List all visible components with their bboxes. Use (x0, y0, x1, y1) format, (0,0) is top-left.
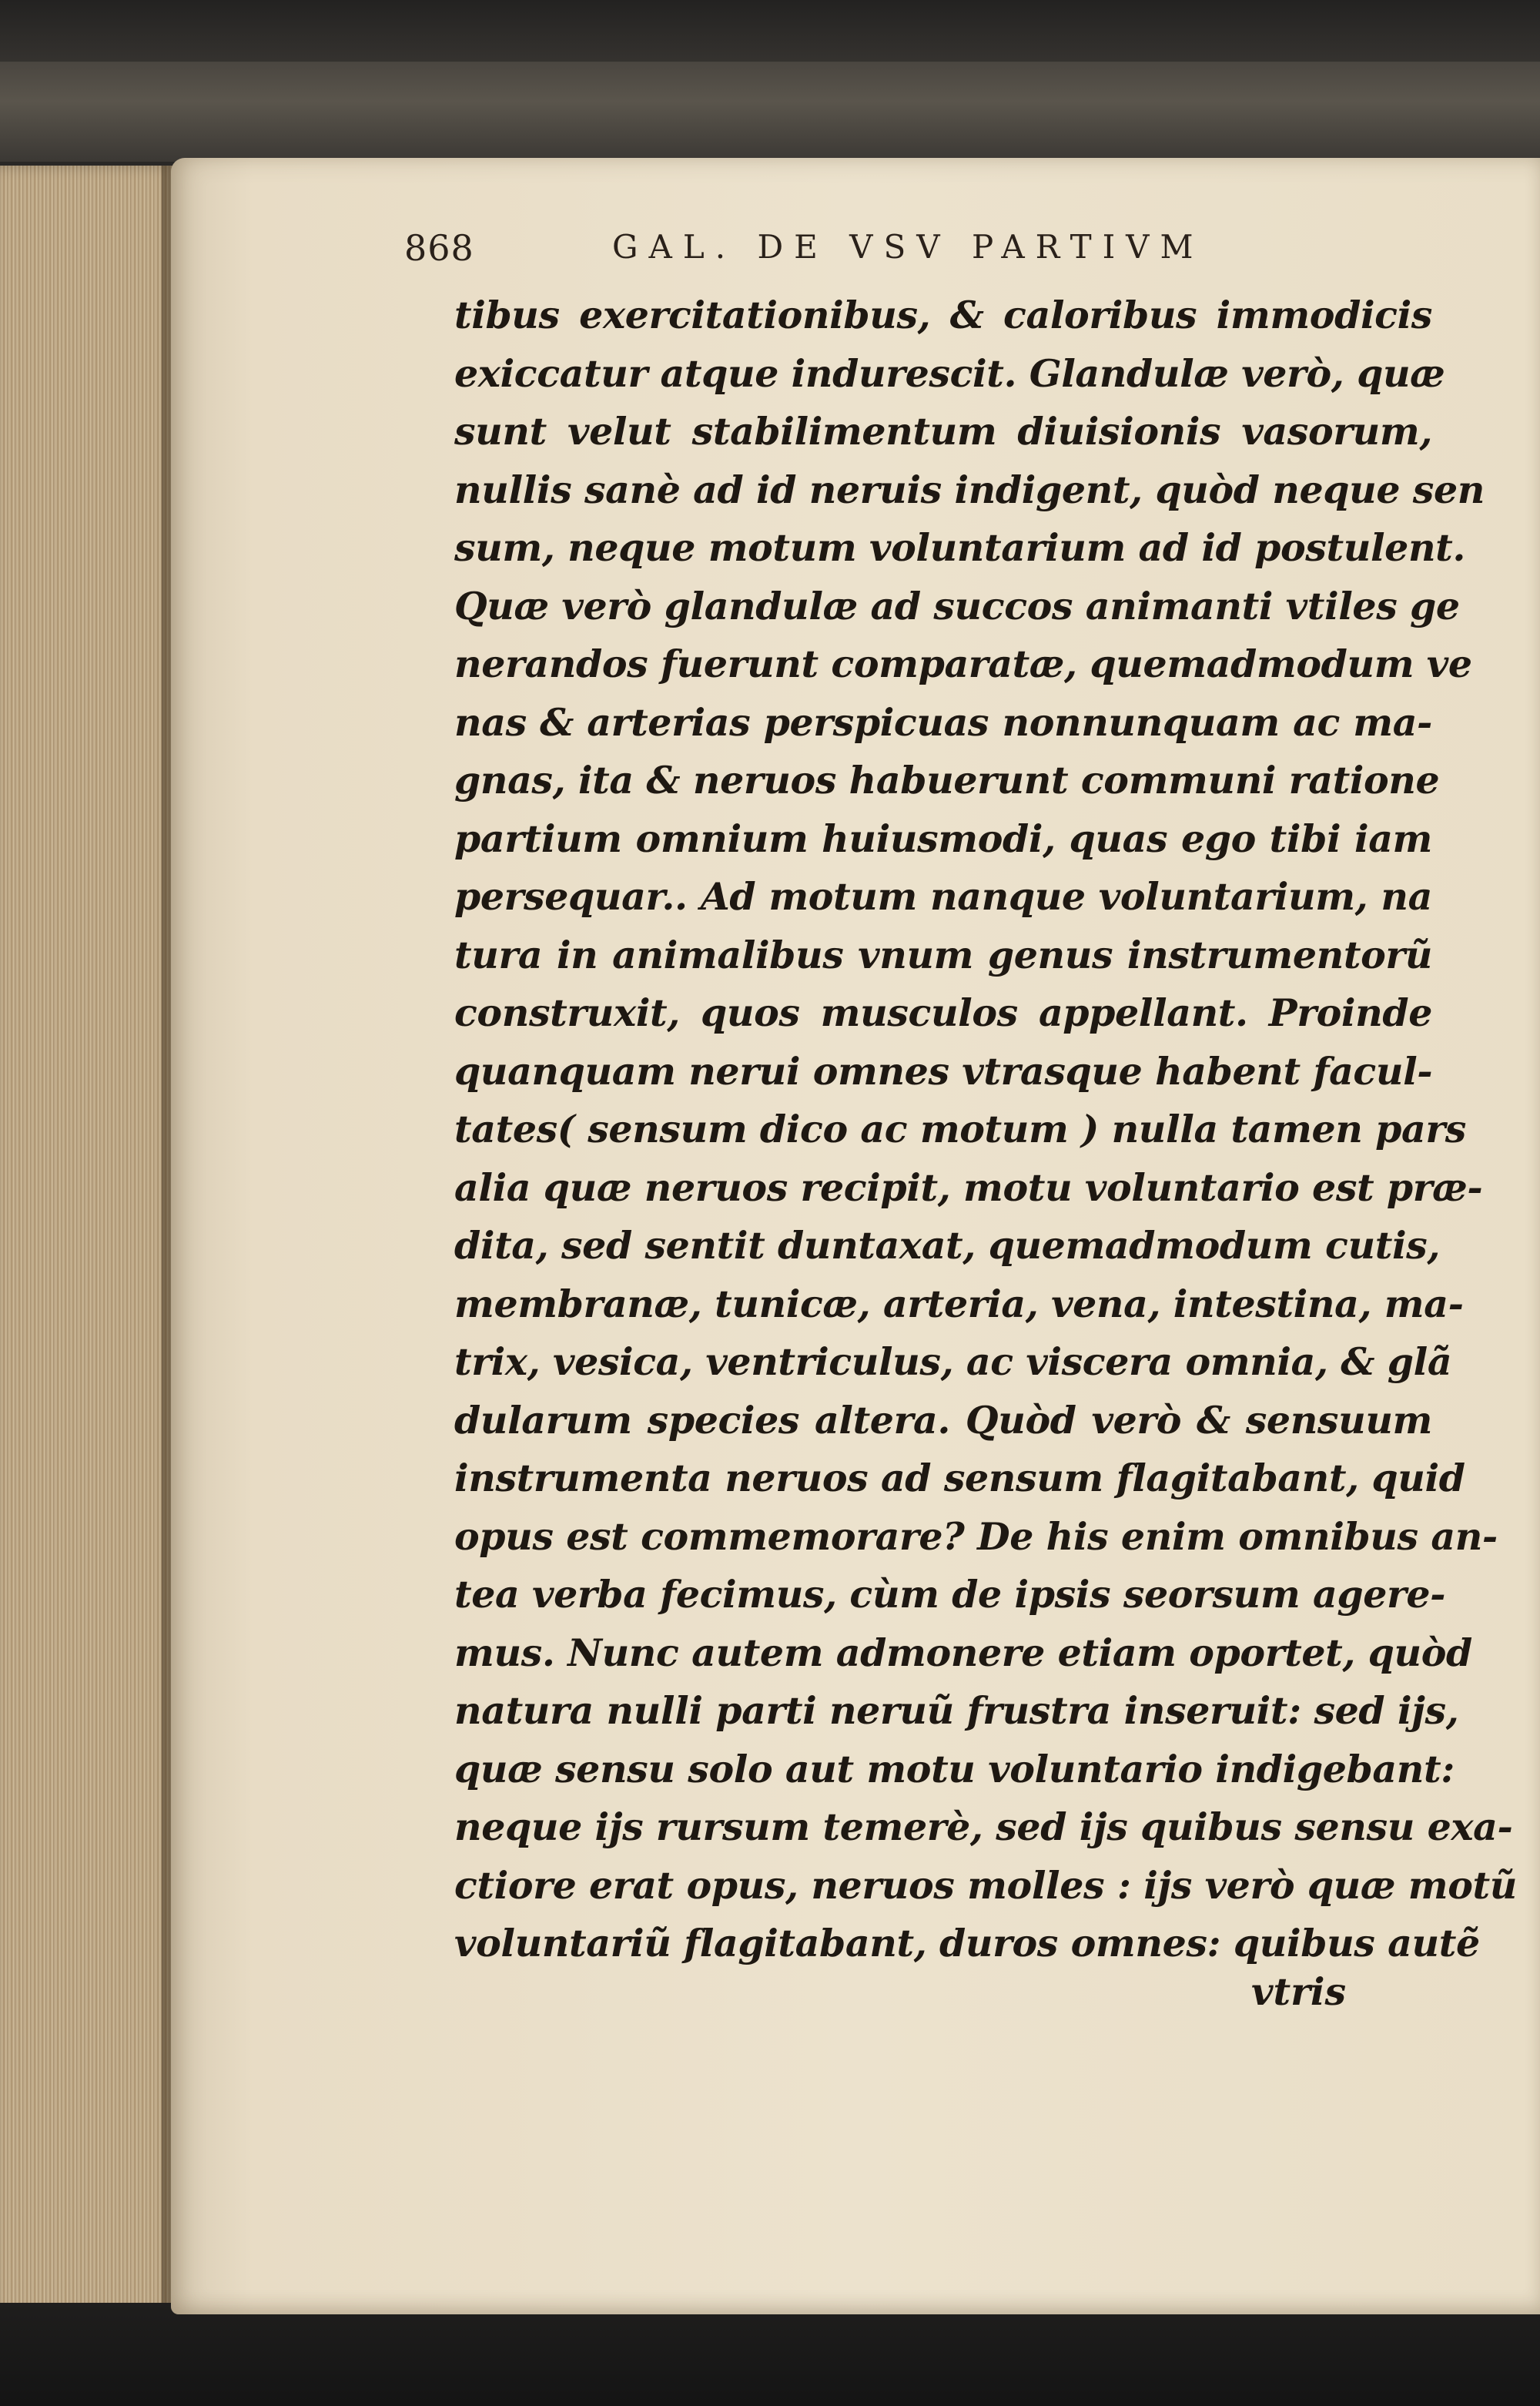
text-line: trix, vesica, ventriculus, ac viscera omnia, & glã (454, 1339, 1452, 1384)
catchword: vtris (1251, 1969, 1347, 2014)
text-line: tates( sensum dico ac motum ) nulla tamen pars (454, 1107, 1466, 1151)
text-line: ctiore erat opus, neruos molles : ijs verò quæ motũ (454, 1862, 1518, 1908)
text-line: dularum species altera. Quòd verò & sensuum (454, 1397, 1432, 1443)
text-line: partium omnium huiusmodi, quas ego tibi iam (454, 816, 1432, 861)
text-line: exiccatur atque indurescit. Glandulæ verò, quæ (454, 350, 1445, 396)
text-line: gnas, ita & neruos habuerunt communi ratione (454, 758, 1440, 803)
book-cover-edge (0, 62, 1540, 162)
text-line: opus est commemorare? De his enim omnibus an- (454, 1513, 1498, 1559)
text-line: tibus exercitationibus, & caloribus immodicis (454, 293, 1432, 337)
text-line: mus. Nunc autem admonere etiam oportet, quòd (454, 1630, 1472, 1675)
text-line: natura nulli parti neruũ frustra inseruit: sed ijs, (454, 1688, 1459, 1733)
running-title: GAL. DE VSV PARTIVM (612, 228, 1204, 266)
text-block (454, 287, 1518, 1973)
text-line: voluntariũ flagitabant, duros omnes: quibus autẽ (454, 1921, 1480, 1965)
text-line: quanquam nerui omnes vtrasque habent facul- (454, 1048, 1433, 1094)
text-line: sum, neque motum voluntarium ad id postulent. (454, 525, 1466, 570)
text-line: membranæ, tunicæ, arteria, vena, intestina, ma- (454, 1281, 1464, 1326)
text-line: tura in animalibus vnum genus instrumentorũ (454, 932, 1432, 977)
text-line: neque ijs rursum temerè, sed ijs quibus sensu exa- (454, 1804, 1513, 1849)
text-line: quæ sensu solo aut motu voluntario indigebant: (454, 1746, 1455, 1791)
background-bottom (0, 2303, 1540, 2406)
text-line: sunt velut stabilimentum diuisionis vasorum, (454, 409, 1432, 454)
page-number: 868 (404, 227, 474, 269)
text-line: tea verba fecimus, cùm de ipsis seorsum agere- (454, 1572, 1446, 1617)
text-line: construxit, quos musculos appellant. Proinde (454, 990, 1432, 1035)
text-line: nullis sanè ad id neruis indigent, quòd neque sen (454, 467, 1485, 512)
text-line: alia quæ neruos recipit, motu voluntario est præ- (454, 1164, 1483, 1210)
text-line: nerandos fuerunt comparatæ, quemadmodum ve (454, 642, 1472, 686)
text-line: persequar.. Ad motum nanque voluntarium, na (454, 874, 1432, 919)
text-line: nas & arterias perspicuas nonnunquam ac ma- (454, 699, 1432, 745)
text-line: Quæ verò glandulæ ad succos animanti vtiles ge (454, 583, 1460, 628)
text-line: instrumenta neruos ad sensum flagitabant, quid (454, 1456, 1465, 1500)
page-stack (0, 166, 179, 2314)
text-line: dita, sed sentit duntaxat, quemadmodum cutis, (454, 1223, 1440, 1268)
